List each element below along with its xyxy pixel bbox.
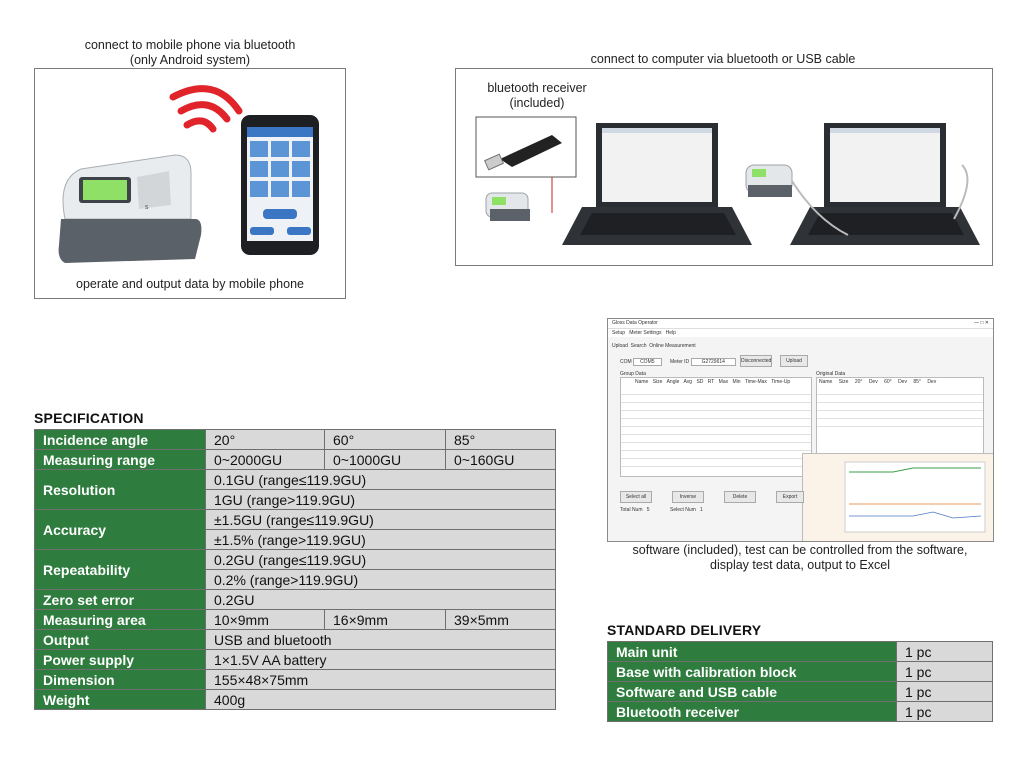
meter-id-label: Meter ID bbox=[670, 359, 690, 365]
original-table-lines bbox=[817, 386, 983, 458]
select-num-row bbox=[670, 507, 703, 513]
column-header: Name bbox=[819, 379, 833, 385]
spec-value: 0.2GU (range≤119.9GU) bbox=[206, 550, 556, 570]
spec-label: Output bbox=[35, 630, 206, 650]
trend-chart-icon bbox=[803, 454, 993, 542]
spec-label: Accuracy bbox=[35, 510, 206, 550]
column-header: Size bbox=[838, 379, 849, 385]
spec-label: Power supply bbox=[35, 650, 206, 670]
delivery-item-qty: 1 pc bbox=[897, 702, 993, 722]
spec-label: Repeatability bbox=[35, 550, 206, 590]
trend-chart-panel bbox=[802, 453, 994, 542]
column-header: RT bbox=[707, 379, 715, 385]
delivery-table bbox=[607, 641, 993, 722]
delivery-row bbox=[608, 662, 993, 682]
select-num-value: 1 bbox=[700, 507, 703, 513]
column-header: Size bbox=[652, 379, 663, 385]
export-button[interactable]: Export bbox=[776, 491, 804, 503]
spec-value: 0~160GU bbox=[446, 450, 556, 470]
menu-item-meter-settings[interactable]: Meter Settings bbox=[629, 330, 662, 336]
software-tabs bbox=[612, 343, 696, 349]
spec-label: Incidence angle bbox=[35, 430, 206, 450]
group-table-lines bbox=[621, 386, 811, 476]
column-header: 60° bbox=[884, 379, 892, 385]
spec-row-measuring-area bbox=[35, 610, 556, 630]
column-header: Dev bbox=[898, 379, 907, 385]
original-data-table bbox=[816, 377, 984, 459]
spec-label: Resolution bbox=[35, 470, 206, 510]
software-screenshot bbox=[607, 318, 994, 542]
mobile-illustration bbox=[35, 69, 345, 298]
spec-value: 0~2000GU bbox=[206, 450, 325, 470]
tab-search[interactable]: Search bbox=[630, 343, 647, 349]
inverse-button[interactable]: Inverse bbox=[672, 491, 704, 503]
spec-value: 20° bbox=[206, 430, 325, 450]
spec-row-weight bbox=[35, 690, 556, 710]
total-num-label: Total Num bbox=[620, 507, 643, 513]
spec-row-zero-set-error bbox=[35, 590, 556, 610]
spec-value: 0.1GU (range≤119.9GU) bbox=[206, 470, 556, 490]
delivery-item-name: Software and USB cable bbox=[608, 682, 897, 702]
software-caption bbox=[600, 543, 1000, 573]
column-header: Time-Max bbox=[744, 379, 767, 385]
spec-value: 10×9mm bbox=[206, 610, 325, 630]
column-header: Name bbox=[635, 379, 649, 385]
select-num-label: Select Num bbox=[670, 507, 696, 513]
delivery-item-qty: 1 pc bbox=[897, 642, 993, 662]
spec-value: 0.2% (range>119.9GU) bbox=[206, 570, 556, 590]
glossmeter-right-icon bbox=[746, 165, 792, 197]
column-header: Dev bbox=[927, 379, 937, 385]
disconnected-button[interactable]: Disconnected bbox=[740, 355, 772, 367]
spec-label: Dimension bbox=[35, 670, 206, 690]
spec-value: USB and bluetooth bbox=[206, 630, 556, 650]
computer-caption-top: connect to computer via bluetooth or USB cable bbox=[590, 52, 856, 66]
tab-online-measurement[interactable]: Online Measurement bbox=[649, 343, 696, 349]
meter-id-field[interactable]: G2729614 bbox=[691, 358, 736, 366]
window-controls-icon: — □ ✕ bbox=[974, 320, 989, 326]
meter-id-row bbox=[670, 359, 736, 365]
menu-item-setup[interactable]: Setup bbox=[612, 330, 626, 336]
group-data-label: Group Data bbox=[620, 371, 646, 377]
computer-photo-frame bbox=[455, 68, 993, 266]
upload-button[interactable]: Upload bbox=[780, 355, 808, 367]
delivery-row bbox=[608, 702, 993, 722]
tab-upload[interactable]: Upload bbox=[612, 343, 628, 349]
column-header: Time-Up bbox=[771, 379, 791, 385]
column-header: Dev bbox=[868, 379, 878, 385]
original-data-label: Original Data bbox=[816, 371, 846, 377]
spec-row-accuracy bbox=[35, 510, 556, 530]
mobile-caption-line2: (only Android system) bbox=[129, 53, 251, 67]
laptop-right-icon bbox=[790, 123, 980, 245]
mobile-photo-frame bbox=[34, 68, 346, 299]
spec-row-resolution bbox=[35, 470, 556, 490]
spec-value: 155×48×75mm bbox=[206, 670, 556, 690]
com-select[interactable]: COM5 bbox=[633, 358, 661, 366]
mobile-phone-icon bbox=[241, 115, 319, 255]
spec-row-repeatability bbox=[35, 550, 556, 570]
software-caption-line2: display test data, output to Excel bbox=[710, 558, 890, 572]
mobile-caption-top bbox=[40, 38, 340, 68]
column-header: 85° bbox=[913, 379, 921, 385]
column-header: SD bbox=[696, 379, 704, 385]
total-num-value: 5 bbox=[646, 507, 650, 513]
spec-value: 0~1000GU bbox=[325, 450, 446, 470]
delivery-row bbox=[608, 642, 993, 662]
mobile-caption-bottom: operate and output data by mobile phone bbox=[76, 277, 304, 291]
spec-value: ±1.5% (range>119.9GU) bbox=[206, 530, 556, 550]
delivery-title: STANDARD DELIVERY bbox=[607, 622, 762, 638]
delivery-item-name: Main unit bbox=[608, 642, 897, 662]
spec-value: 16×9mm bbox=[325, 610, 446, 630]
delivery-item-name: Bluetooth receiver bbox=[608, 702, 897, 722]
glossmeter-device-icon bbox=[59, 155, 202, 263]
menu-item-help[interactable]: Help bbox=[665, 330, 676, 336]
computer-illustration bbox=[456, 69, 992, 265]
receiver-caption-line1: bluetooth receiver bbox=[487, 81, 587, 95]
spec-table bbox=[34, 429, 556, 710]
receiver-caption-line2: (included) bbox=[509, 96, 565, 110]
com-row bbox=[620, 359, 662, 365]
spec-label: Zero set error bbox=[35, 590, 206, 610]
spec-value: 400g bbox=[206, 690, 556, 710]
delivery-row bbox=[608, 682, 993, 702]
spec-row-measuring-range bbox=[35, 450, 556, 470]
column-header: 20° bbox=[854, 379, 863, 385]
spec-value: 0.2GU bbox=[206, 590, 556, 610]
delivery-item-qty: 1 pc bbox=[897, 662, 993, 682]
spec-label: Measuring range bbox=[35, 450, 206, 470]
com-label: COM bbox=[620, 359, 632, 365]
software-caption-line1: software (included), test can be controlled from the software, bbox=[632, 543, 968, 557]
column-header: Avg bbox=[683, 379, 693, 385]
glossmeter-small-icon bbox=[486, 193, 530, 221]
select-all-button[interactable]: Select all bbox=[620, 491, 652, 503]
svg-text:S: S bbox=[145, 205, 149, 211]
bluetooth-signal-icon bbox=[173, 89, 239, 129]
delivery-item-qty: 1 pc bbox=[897, 682, 993, 702]
column-header: Min bbox=[732, 379, 741, 385]
delete-button[interactable]: Delete bbox=[724, 491, 756, 503]
spec-title: SPECIFICATION bbox=[34, 410, 144, 426]
spec-label: Weight bbox=[35, 690, 206, 710]
spec-row-incidence-angle bbox=[35, 430, 556, 450]
group-header-row bbox=[635, 379, 790, 385]
spec-value: ±1.5GU (range≤119.9GU) bbox=[206, 510, 556, 530]
spec-label: Measuring area bbox=[35, 610, 206, 630]
column-header: Angle bbox=[666, 379, 680, 385]
spec-value: 1GU (range>119.9GU) bbox=[206, 490, 556, 510]
spec-row-dimension bbox=[35, 670, 556, 690]
total-num-row bbox=[620, 507, 649, 513]
spec-value: 85° bbox=[446, 430, 556, 450]
spec-row-output bbox=[35, 630, 556, 650]
software-titlebar bbox=[608, 319, 993, 329]
spec-value: 39×5mm bbox=[446, 610, 556, 630]
spec-value: 1×1.5V AA battery bbox=[206, 650, 556, 670]
laptop-left-icon bbox=[562, 123, 752, 245]
software-menubar bbox=[608, 329, 993, 337]
software-window-title: Gloss Data Operator bbox=[612, 320, 658, 326]
spec-row-power-supply bbox=[35, 650, 556, 670]
group-data-table bbox=[620, 377, 812, 477]
mobile-caption-line1: connect to mobile phone via bluetooth bbox=[84, 38, 296, 52]
original-header-row bbox=[819, 379, 936, 385]
spec-value: 60° bbox=[325, 430, 446, 450]
column-header: Max bbox=[718, 379, 729, 385]
delivery-item-name: Base with calibration block bbox=[608, 662, 897, 682]
